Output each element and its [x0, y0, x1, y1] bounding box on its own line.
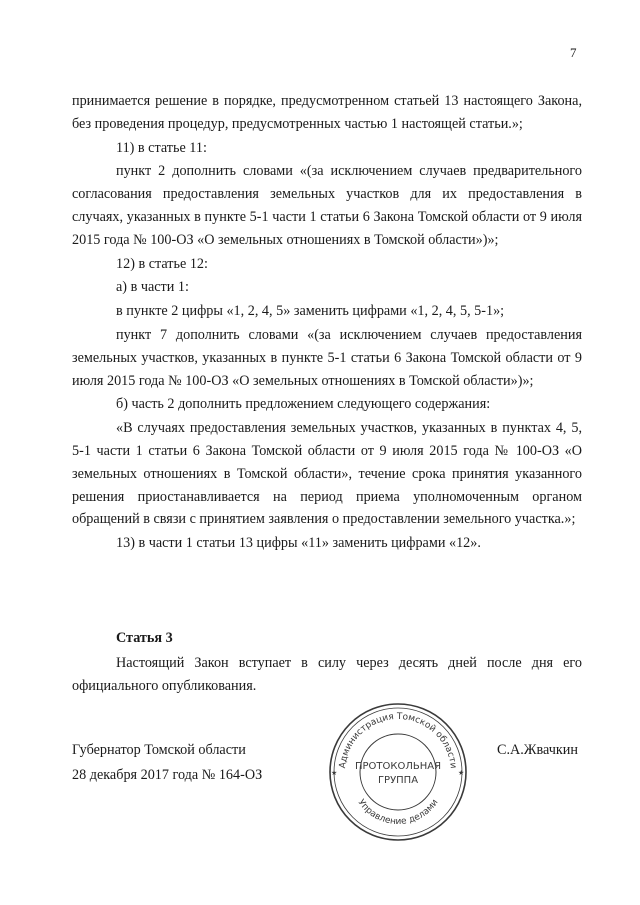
paragraph-item-12-a: а) в части 1:: [116, 279, 189, 296]
stamp-center-line-1: ПРОТОКОЛЬНАЯ: [354, 761, 442, 772]
stamp-bottom-text: Управление делами: [355, 797, 441, 828]
paragraph-continuation: принимается решение в порядке, предусмотренном статьей 13 настоящего Закона, без проведения процедур, предусмотренных частью 1 настоящей статьи.»;: [72, 93, 582, 132]
page-number: 7: [570, 45, 577, 60]
paragraph-item-13: 13) в части 1 статьи 13 цифры «11» заменить цифрами «12».: [116, 535, 481, 552]
stamp-center-line-2: ГРУППА: [377, 775, 419, 786]
signer-date-number: 28 декабря 2017 года № 164-ОЗ: [72, 767, 263, 783]
article-text: Настоящий Закон вступает в силу через десять дней после дня его официального опубликования.: [72, 655, 582, 694]
stamp-center-ring: [360, 734, 436, 810]
stamp-inner-ring: [334, 708, 465, 836]
paragraph-quote: «В случаях предоставления земельных участков, указанных в пунктах 4, 5, 5-1 части 1 статьи 6 Закона Томской области от 9 июля 2015 года № 100-ОЗ «О земельных отношениях в Томской области», течение срока принятия указанного решения приостанавливается на период приема уполномоченным органом обращений в связи с принятием заявления о предоставлении земельного участка.»;: [72, 420, 582, 528]
paragraph-item-12-point-7: пункт 7 дополнить словами «(за исключением случаев предоставления земельных участков, указанных в пункте 5-1 статьи 6 Закона Томской области от 9 июля 2015 года № 100-ОЗ «О земельных отношениях в Томской области»)»;: [72, 326, 582, 389]
stamp-left-star-icon: ★: [331, 769, 338, 777]
paragraph-item-12-b: б) часть 2 дополнить предложением следующего содержания:: [116, 396, 491, 413]
paragraph-item-11: 11) в статье 11:: [116, 139, 207, 156]
paragraph-item-12-point-2: в пункте 2 цифры «1, 2, 4, 5» заменить цифрами «1, 2, 4, 5, 5-1»;: [116, 303, 505, 320]
article-heading: Статья 3: [116, 630, 173, 646]
paragraph-item-12: 12) в статье 12:: [116, 255, 208, 272]
signer-title: Губернатор Томской области: [72, 742, 246, 758]
signer-name: С.А.Жвачкин: [497, 742, 578, 758]
paragraph-item-11-point-2: пункт 2 дополнить словами «(за исключением случаев предварительного согласования предоставления земельных участков для их предоставления в случаях, указанных в пункте 5-1 части 1 статьи 6 Закона Томской области от 9 июля 2015 года № 100-ОЗ «О земельных отношениях в Томской области»)»;: [72, 163, 582, 248]
stamp-top-text: Администрация Томской области: [338, 711, 458, 770]
stamp-right-star-icon: ★: [458, 769, 465, 777]
stamp-seal-icon: [323, 697, 473, 847]
document-body: [72, 90, 582, 556]
